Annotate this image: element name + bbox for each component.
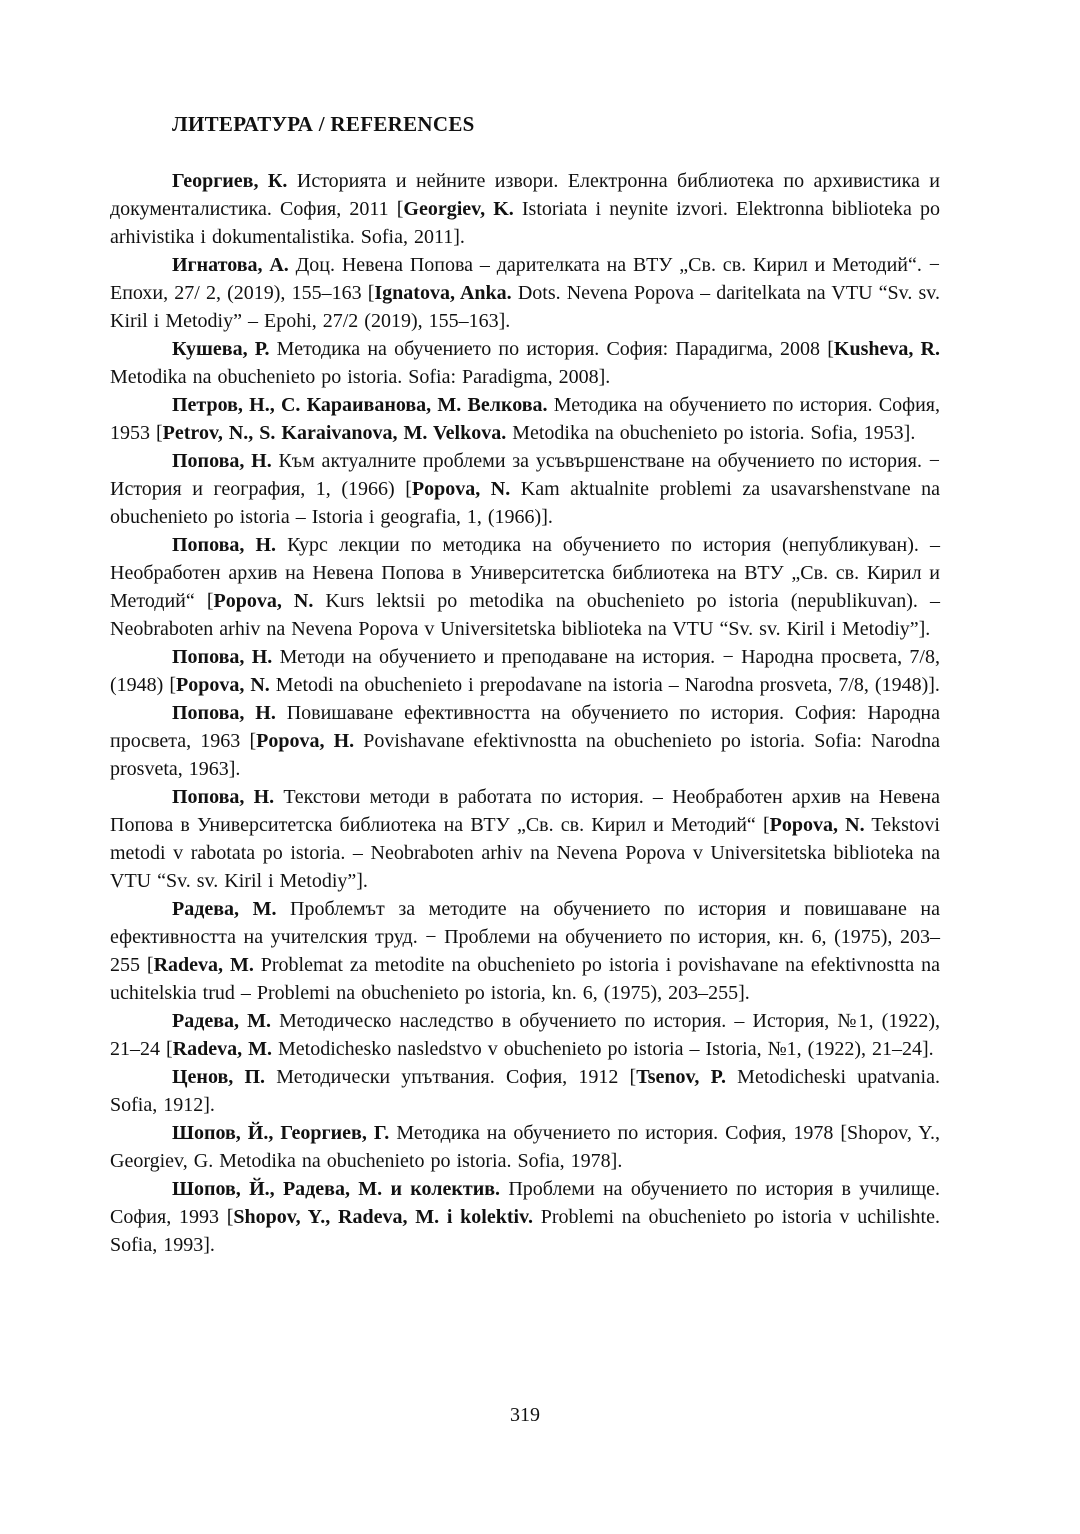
reference-entry bbox=[110, 167, 940, 251]
reference-author: Popova, N. bbox=[769, 814, 865, 836]
reference-entry bbox=[110, 335, 940, 391]
reference-author: Petrov, N., S. Karaivanova, M. Velkova. bbox=[162, 422, 507, 444]
reference-text: Metodika na obuchenieto po istoria. Sofia: Paradigma, 2008]. bbox=[110, 366, 611, 388]
section-title: ЛИТЕРАТУРА / REFERENCES bbox=[172, 112, 475, 136]
reference-text: Методика на обучението по история. София, 1978 [Shopov, Y., Georgiev, G. Metodika na obuchenieto po istoria. Sofia, 1978]. bbox=[110, 1122, 940, 1172]
reference-text: Metodika na obuchenieto po istoria. Sofia, 1953]. bbox=[506, 422, 916, 444]
reference-author: Кушева, Р. bbox=[172, 338, 270, 360]
reference-text: Методика на обучението по история. София, 1953 [ bbox=[110, 394, 940, 444]
reference-author: Георгиев, К. bbox=[172, 170, 288, 192]
reference-text: Методика на обучението по история. София: Парадигма, 2008 [ bbox=[269, 338, 834, 360]
reference-entry bbox=[110, 699, 940, 783]
reference-entry bbox=[110, 783, 940, 895]
reference-text: Tekstovi metodi v rabotata po istoria. – Neobraboten arhiv na Nevena Popova v Universitetska biblioteka na VTU “Sv. sv. Kiril i Metodiy”]. bbox=[110, 814, 940, 892]
reference-entry bbox=[110, 1119, 940, 1175]
reference-text: Методически упътвания. София, 1912 [ bbox=[265, 1066, 637, 1088]
reference-author: Popova, N. bbox=[213, 590, 314, 612]
reference-author: Ценов, П. bbox=[172, 1066, 266, 1088]
references-list bbox=[110, 167, 940, 1259]
reference-text: Към актуалните проблеми за усъвършенстване на обучението по история. − История и география, 1, (1966) [ bbox=[110, 450, 940, 500]
reference-text: Metodi na obuchenieto i prepodavane na istoria – Narodna prosveta, 7/8, (1948)]. bbox=[269, 674, 940, 696]
reference-text: Проблемът за методите на обучението по история и повишаване на ефективността на учителския труд. − Проблеми на обучението по история, кн. 6, (1975), 203–255 [ bbox=[110, 898, 941, 976]
reference-entry bbox=[110, 251, 940, 335]
reference-author: Tsenov, P. bbox=[636, 1066, 726, 1088]
reference-author: Popova, N. bbox=[411, 478, 511, 500]
reference-text: Методи на обучението и преподаване на история. − Народна просвета, 7/8, (1948) [ bbox=[110, 646, 940, 696]
reference-author: Shopov, Y., Radeva, M. i kolektiv. bbox=[233, 1206, 533, 1228]
reference-entry bbox=[110, 447, 940, 531]
reference-author: Radeva, M. bbox=[153, 954, 254, 976]
reference-author: Игнатова, А. bbox=[172, 254, 289, 276]
reference-text: Kurs lektsii po metodika na obuchenieto po istoria (nepublikuvan). – Neobraboten arhiv na Nevena Popova v Universitetska biblioteka na VTU “Sv. sv. Kiril i Metodiy”]. bbox=[110, 590, 940, 640]
reference-text: Историята и нейните извори. Електронна библиотека по архивистика и документалистика. София, 2011 [ bbox=[110, 170, 940, 220]
reference-text: Dots. Nevena Popova – daritelkata na VTU “Sv. sv. Kiril i Metodiy” – Epohi, 27/2 (2019), 155–163]. bbox=[110, 282, 940, 332]
reference-author: Popova, H. bbox=[256, 730, 355, 752]
reference-author: Попова, Н. bbox=[172, 786, 275, 808]
reference-entry bbox=[110, 1175, 940, 1259]
reference-author: Шопов, Й., Георгиев, Г. bbox=[172, 1122, 390, 1144]
reference-entry bbox=[110, 391, 940, 447]
reference-author: Попова, Н. bbox=[172, 702, 276, 724]
reference-text: Metodicheski upatvania. Sofia, 1912]. bbox=[110, 1066, 940, 1116]
reference-entry bbox=[110, 643, 940, 699]
reference-author: Радева, М. bbox=[172, 898, 277, 920]
reference-author: Radeva, M. bbox=[172, 1038, 272, 1060]
reference-author: Kusheva, R. bbox=[833, 338, 940, 360]
reference-author: Радева, М. bbox=[172, 1010, 272, 1032]
reference-text: Povishavane efektivnostta na obuchenieto po istoria. Sofia: Narodna prosveta, 1963]. bbox=[110, 730, 940, 780]
reference-author: Шопов, Й., Радева, М. и колектив. bbox=[172, 1178, 501, 1200]
reference-text: Текстови методи в работата по история. – Необработен архив на Невена Попова в Университетска библиотека на ВТУ „Св. св. Кирил и Методий“ [ bbox=[110, 786, 940, 836]
reference-author: Georgiev, K. bbox=[403, 198, 514, 220]
reference-text: Problemi na obuchenieto po istoria v uchilishte. Sofia, 1993]. bbox=[110, 1206, 940, 1256]
reference-text: Проблеми на обучението по история в училище. София, 1993 [ bbox=[110, 1178, 940, 1228]
reference-text: Курс лекции по методика на обучението по история (непубликуван). – Необработен архив на Невена Попова в Университетска библиотека на ВТУ „Св. св. Кирил и Методий“ [ bbox=[110, 534, 940, 612]
reference-author: Петров, Н., С. Караиванова, М. Велкова. bbox=[172, 394, 548, 416]
reference-text: Kam aktualnite problemi za usavarshenstvane na obuchenieto po istoria – Istoria i geografia, 1, (1966)]. bbox=[110, 478, 940, 528]
reference-author: Ignatova, Anka. bbox=[374, 282, 512, 304]
reference-entry bbox=[110, 1063, 940, 1119]
reference-author: Popova, N. bbox=[175, 674, 270, 696]
reference-author: Попова, Н. bbox=[172, 450, 272, 472]
reference-entry bbox=[110, 1007, 940, 1063]
reference-entry bbox=[110, 895, 940, 1007]
reference-author: Попова, Н. bbox=[172, 646, 273, 668]
page-number: 319 bbox=[510, 1404, 540, 1426]
reference-entry bbox=[110, 531, 940, 643]
reference-author: Попова, Н. bbox=[172, 534, 277, 556]
reference-text: Доц. Невена Попова – дарителката на ВТУ „Св. св. Кирил и Методий“. − Епохи, 27/ 2, (2019), 155–163 [ bbox=[110, 254, 941, 304]
reference-text: Problemat za metodite na obuchenieto po istoria i povishavane na efektivnostta na uchitelskia trud – Problemi na obuchenieto po istoria, kn. 6, (1975), 203–255]. bbox=[110, 954, 941, 1004]
reference-text: Методическо наследство в обучението по история. – История, №1, (1922), 21–24 [ bbox=[110, 1010, 941, 1060]
reference-text: Istoriata i neynite izvori. Elektronna biblioteka po arhivistika i dokumentalistika. Sofia, 2011]. bbox=[110, 198, 940, 248]
reference-text: Повишаване ефективността на обучението по история. София: Народна просвета, 1963 [ bbox=[110, 702, 940, 752]
reference-text: Metodichesko nasledstvo v obuchenieto po istoria – Istoria, №1, (1922), 21–24]. bbox=[272, 1038, 934, 1060]
